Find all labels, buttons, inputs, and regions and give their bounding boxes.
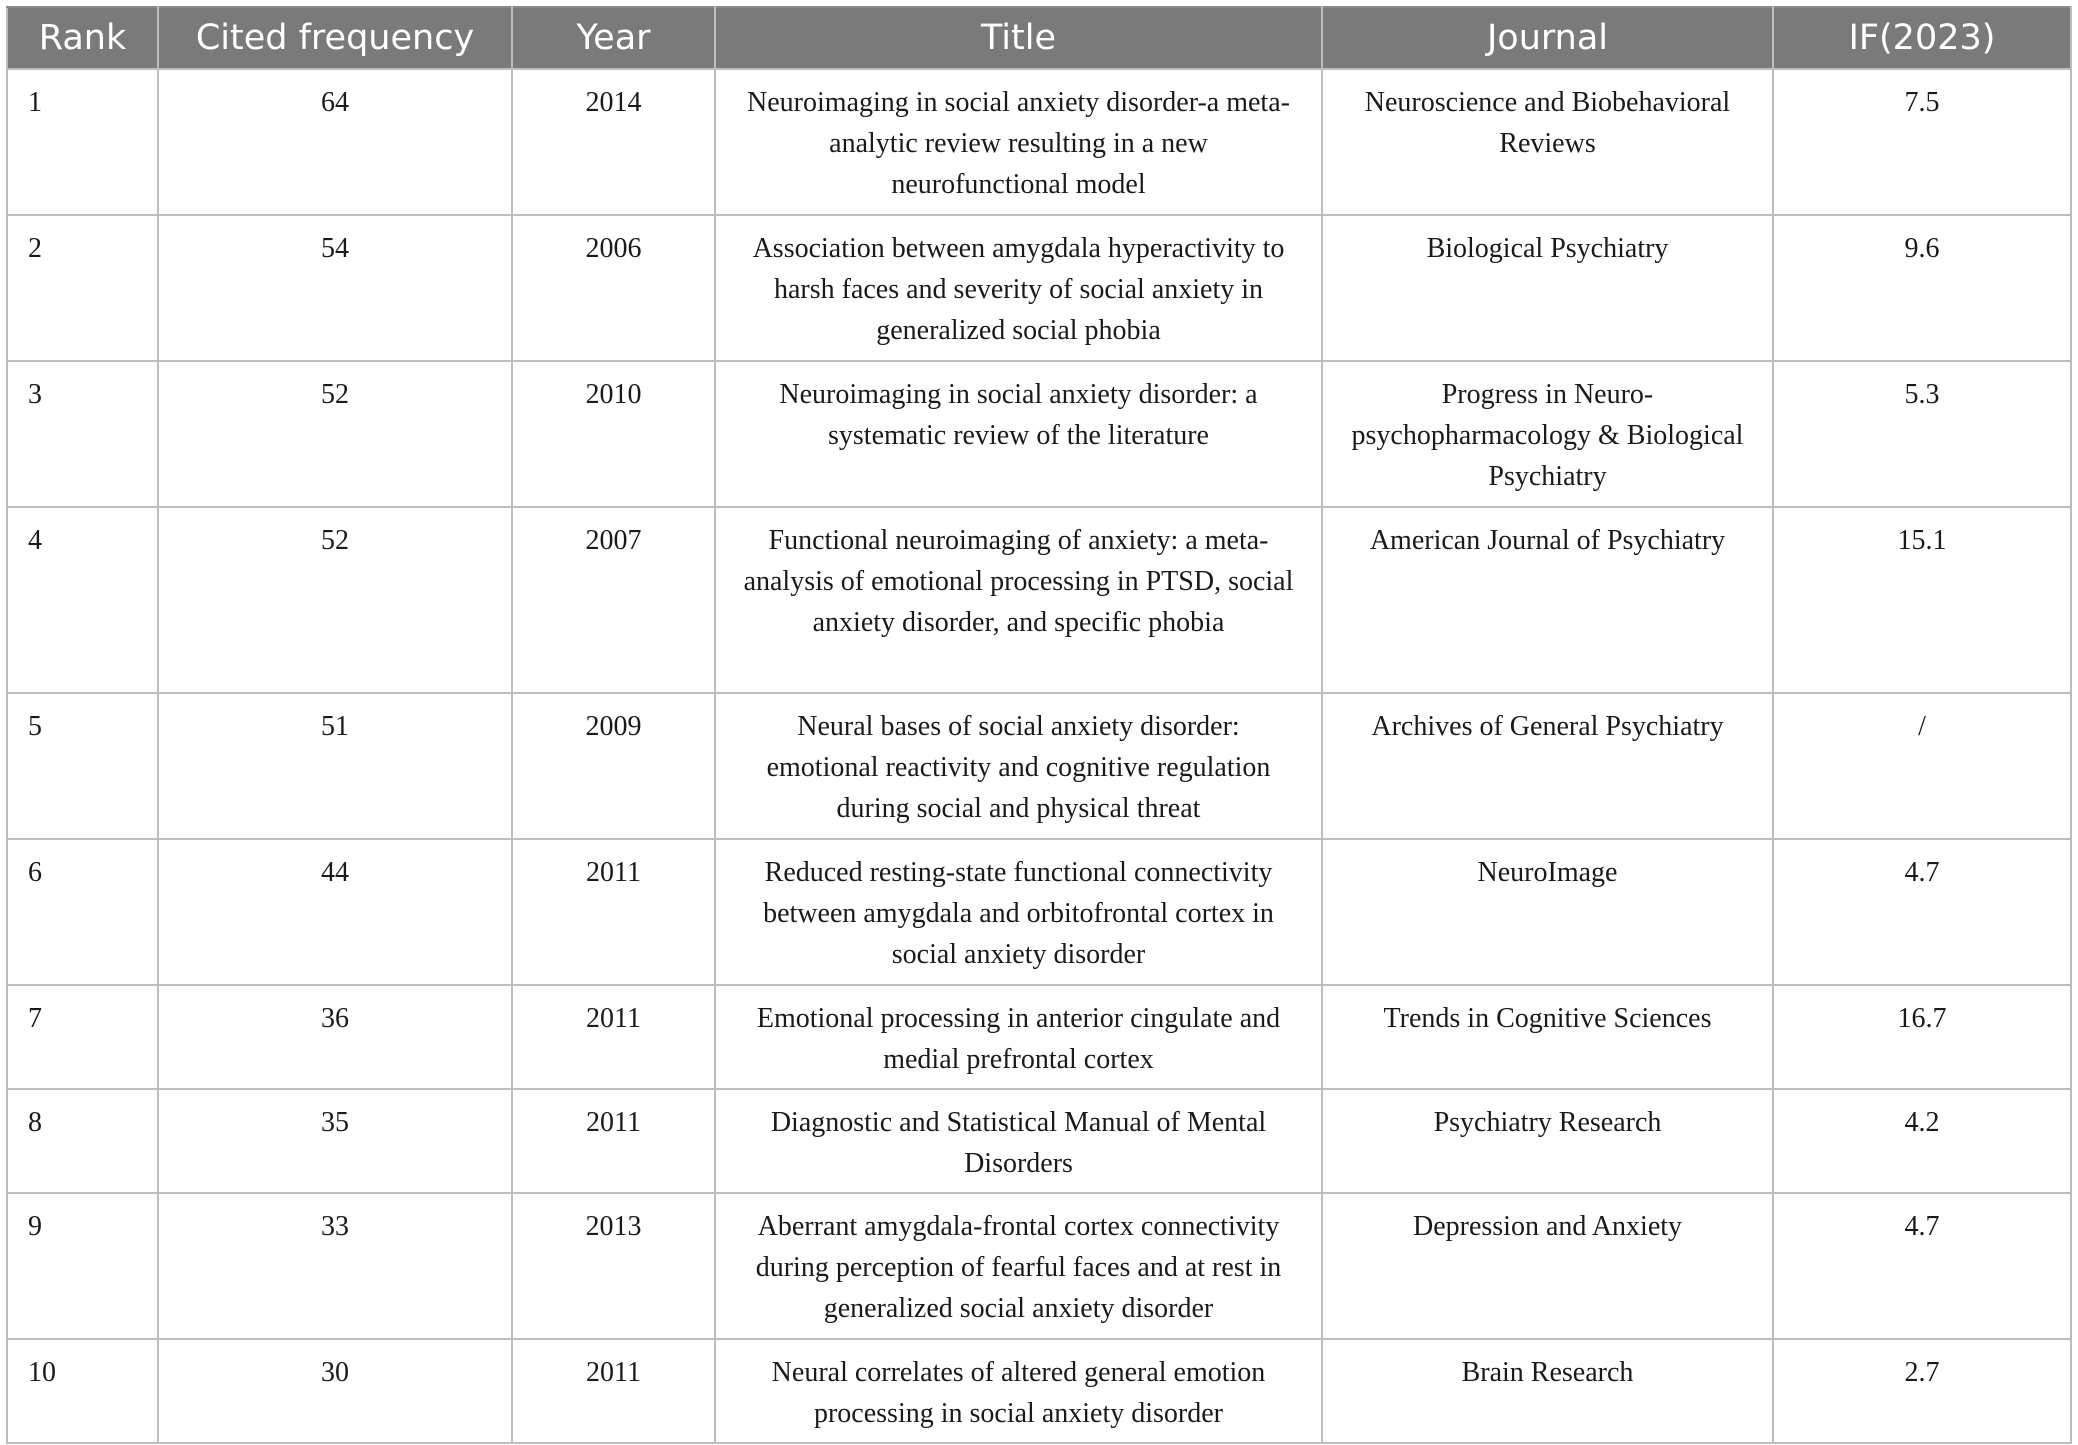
header-journal: Journal xyxy=(1322,7,1773,69)
cell-cited-frequency: 36 xyxy=(158,985,512,1089)
cell-rank: 4 xyxy=(7,507,158,693)
cell-impact-factor: 16.7 xyxy=(1773,985,2071,1089)
cell-journal: Depression and Anxiety xyxy=(1322,1193,1773,1339)
cell-rank: 6 xyxy=(7,839,158,985)
cell-rank: 9 xyxy=(7,1193,158,1339)
cell-rank: 2 xyxy=(7,215,158,361)
cell-rank: 10 xyxy=(7,1339,158,1443)
table-row xyxy=(7,985,2071,1089)
cell-cited-frequency: 33 xyxy=(158,1193,512,1339)
cell-title: Neuroimaging in social anxiety disorder-a meta-analytic review resulting in a new neurofunctional model xyxy=(715,69,1322,215)
cell-title: Emotional processing in anterior cingulate and medial prefrontal cortex xyxy=(715,985,1322,1089)
table-row xyxy=(7,69,2071,215)
table-row xyxy=(7,1193,2071,1339)
cell-journal: Neuroscience and Biobehavioral Reviews xyxy=(1322,69,1773,215)
cell-cited-frequency: 51 xyxy=(158,693,512,839)
cell-title: Reduced resting-state functional connectivity between amygdala and orbitofrontal cortex in social anxiety disorder xyxy=(715,839,1322,985)
cell-title: Functional neuroimaging of anxiety: a meta-analysis of emotional processing in PTSD, social anxiety disorder, and specific phobia xyxy=(715,507,1322,693)
table-row xyxy=(7,361,2071,507)
cell-journal: Biological Psychiatry xyxy=(1322,215,1773,361)
cell-impact-factor: 4.2 xyxy=(1773,1089,2071,1193)
cell-impact-factor: 9.6 xyxy=(1773,215,2071,361)
cell-year: 2011 xyxy=(512,839,715,985)
cell-cited-frequency: 64 xyxy=(158,69,512,215)
cell-year: 2007 xyxy=(512,507,715,693)
cell-year: 2006 xyxy=(512,215,715,361)
cell-impact-factor: 7.5 xyxy=(1773,69,2071,215)
header-year: Year xyxy=(512,7,715,69)
cell-journal: Psychiatry Research xyxy=(1322,1089,1773,1193)
table-header xyxy=(7,7,2071,69)
cell-cited-frequency: 30 xyxy=(158,1339,512,1443)
header-row xyxy=(7,7,2071,69)
cell-title: Association between amygdala hyperactivity to harsh faces and severity of social anxiety in generalized social phobia xyxy=(715,215,1322,361)
cell-title: Diagnostic and Statistical Manual of Mental Disorders xyxy=(715,1089,1322,1193)
cell-title: Neuroimaging in social anxiety disorder: a systematic review of the literature xyxy=(715,361,1322,507)
table-body xyxy=(7,69,2071,1443)
cell-year: 2013 xyxy=(512,1193,715,1339)
cell-year: 2011 xyxy=(512,1339,715,1443)
cell-year: 2010 xyxy=(512,361,715,507)
cell-impact-factor: 2.7 xyxy=(1773,1339,2071,1443)
cell-journal: Brain Research xyxy=(1322,1339,1773,1443)
cell-journal: Progress in Neuro-psychopharmacology & Biological Psychiatry xyxy=(1322,361,1773,507)
cell-impact-factor: / xyxy=(1773,693,2071,839)
table-row xyxy=(7,1089,2071,1193)
cell-impact-factor: 4.7 xyxy=(1773,1193,2071,1339)
cell-cited-frequency: 44 xyxy=(158,839,512,985)
cell-year: 2011 xyxy=(512,1089,715,1193)
header-title: Title xyxy=(715,7,1322,69)
cell-rank: 8 xyxy=(7,1089,158,1193)
header-impact-factor: IF(2023) xyxy=(1773,7,2071,69)
cell-cited-frequency: 54 xyxy=(158,215,512,361)
cell-rank: 3 xyxy=(7,361,158,507)
cell-journal: American Journal of Psychiatry xyxy=(1322,507,1773,693)
cell-journal: Archives of General Psychiatry xyxy=(1322,693,1773,839)
cell-rank: 1 xyxy=(7,69,158,215)
cell-title: Aberrant amygdala-frontal cortex connectivity during perception of fearful faces and at rest in generalized social anxiety disorder xyxy=(715,1193,1322,1339)
cited-references-table xyxy=(6,6,2072,1444)
cell-impact-factor: 5.3 xyxy=(1773,361,2071,507)
cell-year: 2011 xyxy=(512,985,715,1089)
table-row xyxy=(7,215,2071,361)
cell-year: 2009 xyxy=(512,693,715,839)
table-row xyxy=(7,839,2071,985)
cell-impact-factor: 4.7 xyxy=(1773,839,2071,985)
header-rank: Rank xyxy=(7,7,158,69)
table-row xyxy=(7,507,2071,693)
cell-title: Neural bases of social anxiety disorder: emotional reactivity and cognitive regulation during social and physical threat xyxy=(715,693,1322,839)
table-row xyxy=(7,1339,2071,1443)
cell-rank: 7 xyxy=(7,985,158,1089)
cell-cited-frequency: 52 xyxy=(158,507,512,693)
cell-journal: Trends in Cognitive Sciences xyxy=(1322,985,1773,1089)
cell-cited-frequency: 52 xyxy=(158,361,512,507)
cell-title: Neural correlates of altered general emotion processing in social anxiety disorder xyxy=(715,1339,1322,1443)
cell-journal: NeuroImage xyxy=(1322,839,1773,985)
cell-rank: 5 xyxy=(7,693,158,839)
cell-cited-frequency: 35 xyxy=(158,1089,512,1193)
cell-impact-factor: 15.1 xyxy=(1773,507,2071,693)
table-row xyxy=(7,693,2071,839)
header-cited-frequency: Cited frequency xyxy=(158,7,512,69)
cell-year: 2014 xyxy=(512,69,715,215)
